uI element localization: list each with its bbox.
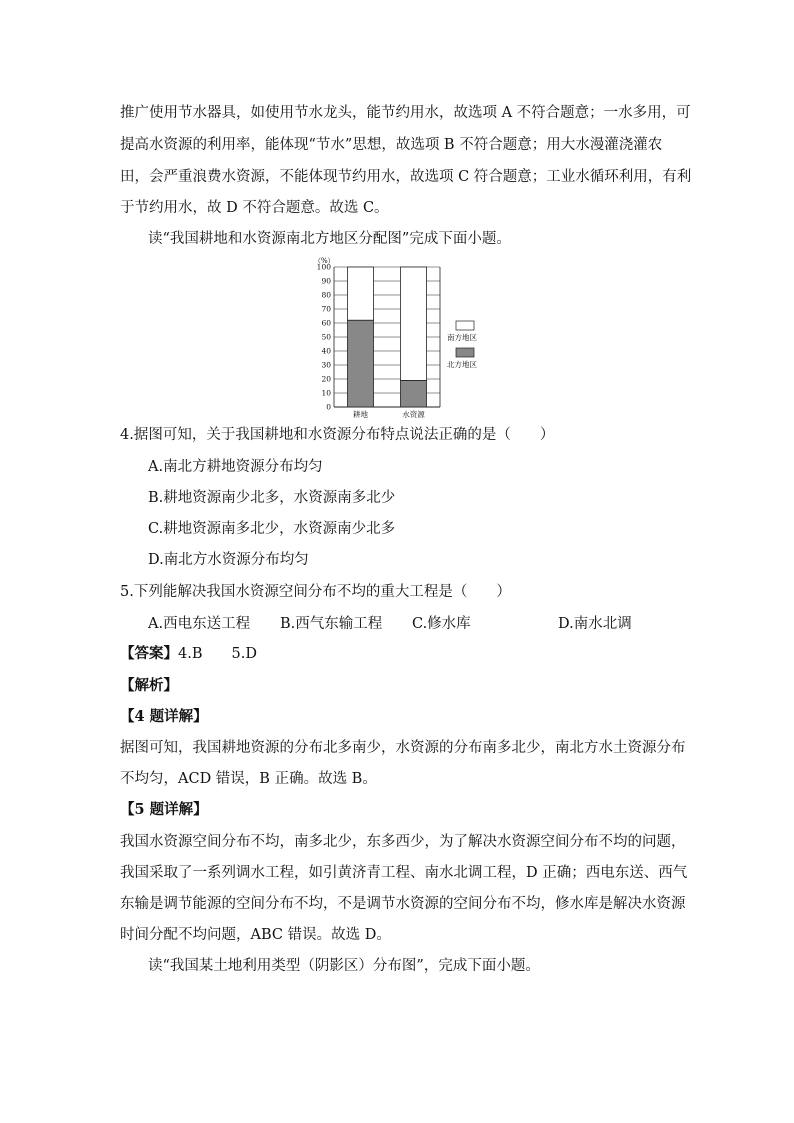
text-line: 读“我国耕地和水资源南北方地区分配图”完成下面小题。 [148, 231, 511, 247]
question-4-stem: 4.据图可知，关于我国耕地和水资源分布特点说法正确的是（ ） [120, 427, 555, 443]
y-tick-label: 80 [321, 290, 331, 300]
x-tick-label: 耕地 [353, 410, 368, 419]
question-5-stem: 5.下列能解决我国水资源空间分布不均的重大工程是（ ） [120, 584, 511, 600]
bar [348, 320, 374, 407]
y-tick-label: 40 [321, 346, 331, 356]
y-tick-label: 100 [316, 262, 331, 272]
q4-option-b: B.耕地资源南少北多，水资源南多北少 [148, 490, 396, 506]
text-line: 于节约用水，故 D 不符合题意。故选 C。 [120, 200, 389, 216]
legend-swatch [456, 321, 474, 330]
q4-option-a: A.南北方耕地资源分布均匀 [148, 459, 323, 475]
y-tick-label: 70 [321, 304, 331, 314]
y-tick-label: 90 [321, 276, 331, 286]
text-line: 据图可知，我国耕地资源的分布北多南少，水资源的分布南多北少，南北方水土资源分布 [120, 740, 686, 756]
text-line: 我国采取了一系列调水工程，如引黄济青工程、南水北调工程，D 正确；西电东送、西气 [120, 865, 688, 881]
text-line: 东输是调节能源的空间分布不均，不是调节水资源的空间分布不均，修水库是解决水资源 [120, 896, 686, 912]
q4-detail-tag: 【4 题详解】 [120, 708, 208, 725]
legend-swatch [456, 348, 474, 357]
q5-option-b: B.西气东输工程 [280, 616, 383, 632]
chart-legend [447, 321, 477, 369]
y-tick-label: 10 [321, 388, 331, 398]
x-tick-label: 水资源 [402, 410, 425, 419]
y-tick-label: 30 [321, 360, 331, 370]
chart-unit-label: （%） [314, 257, 335, 265]
q5-detail-tag: 【5 题详解】 [120, 801, 208, 818]
legend-label: 北方地区 [447, 360, 477, 369]
legend-label: 南方地区 [447, 333, 477, 342]
analysis-tag: 【解析】 [120, 677, 178, 694]
q4-option-d: D.南北方水资源分布均匀 [148, 552, 309, 568]
y-tick-label: 20 [321, 374, 331, 384]
bar [401, 380, 427, 407]
q4-option-c: C.耕地资源南多北少，水资源南少北多 [148, 521, 396, 537]
text-line: 不均匀，ACD 错误，B 正确。故选 B。 [120, 771, 377, 787]
answer-tag: 【答案】 [120, 645, 178, 662]
y-tick-label: 50 [321, 332, 331, 342]
text-line: 我国水资源空间分布不均，南多北少，东多西少，为了解决水资源空间分布不均的问题， [120, 834, 686, 850]
q5-option-a: A.西电东送工程 [148, 616, 251, 632]
text-line: 读“我国某土地利用类型（阴影区）分布图”，完成下面小题。 [148, 958, 540, 974]
text-line: 时间分配不均问题，ABC 错误。故选 D。 [120, 927, 391, 943]
chart-y-ticks [317, 263, 332, 412]
y-tick-label: 60 [321, 318, 331, 328]
q5-options [148, 612, 668, 630]
q5-option-d: D.南水北调 [558, 616, 632, 632]
bar [348, 267, 374, 320]
bar [401, 267, 427, 380]
answer-line [120, 645, 680, 663]
chart-x-ticks [353, 409, 425, 419]
text-line: 提高水资源的利用率，能体现“节水”思想，故选项 B 不符合题意；用大水漫灌浇灌农 [120, 137, 663, 153]
text-line: 田，会严重浪费水资源，不能体现节约用水，故选项 C 符合题意；工业水循环利用，有利 [120, 169, 692, 185]
y-tick-label: 0 [326, 402, 331, 412]
q5-option-c: C.修水库 [412, 616, 471, 632]
answer-text: 4.B 5.D [178, 646, 257, 662]
bar-chart [300, 254, 500, 424]
text-line: 推广使用节水器具，如使用节水龙头，能节约用水，故选项 A 不符合题意；一水多用，可 [120, 105, 691, 121]
